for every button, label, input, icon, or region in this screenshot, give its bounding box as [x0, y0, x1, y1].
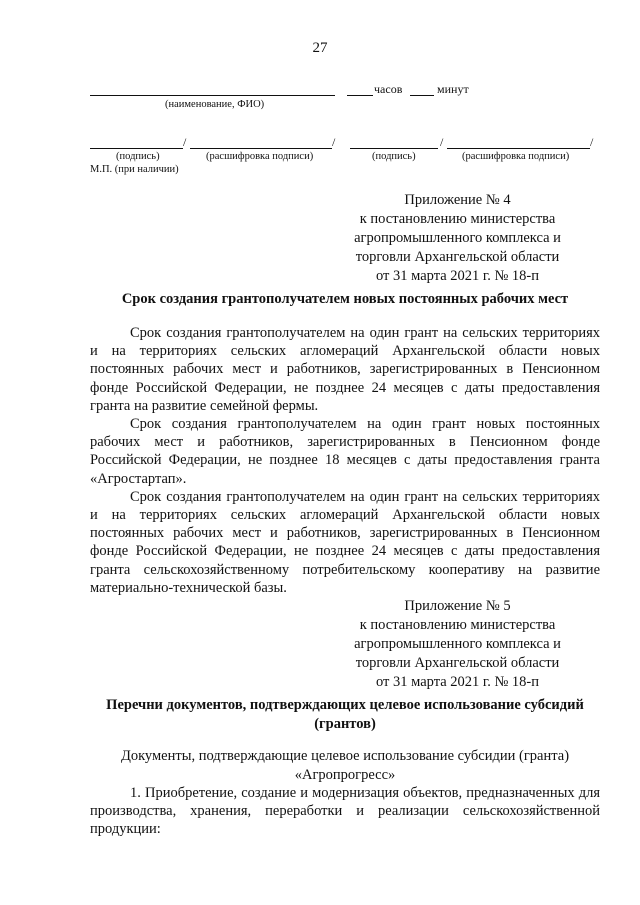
- appendix-5-subtitle-line: Документы, подтверждающие целевое использование субсидии (гранта): [120, 748, 570, 764]
- slash-4: /: [590, 135, 594, 149]
- appendix-5-subtitle: [90, 747, 600, 785]
- name-line: [90, 95, 335, 96]
- appendix-4-line: к постановлению министерства: [359, 211, 556, 227]
- appendix-4-line: от 31 марта 2021 г. № 18-п: [375, 268, 540, 284]
- decoding-caption-1: (расшифровка подписи): [206, 151, 314, 162]
- appendix-4-line: торговли Архангельской области: [355, 249, 560, 265]
- paragraph: 1. Приобретение, создание и модернизация объектов, предназначенных для производства, хранения, переработки и реализации сельскохозяйственной продукции:: [90, 785, 600, 838]
- decoding-line-2: [447, 148, 590, 149]
- seal-note: М.П. (при наличии): [90, 164, 179, 175]
- slash-3: /: [440, 135, 444, 149]
- appendix-5-subtitle-line: «Агропрогресс»: [294, 767, 396, 783]
- appendix-4-body: [90, 324, 600, 597]
- appendix-5-line: к постановлению министерства: [359, 617, 556, 633]
- slash-1: /: [183, 135, 187, 149]
- appendix-5-line: Приложение № 5: [404, 598, 511, 614]
- appendix-5-line: агропромышленного комплекса и: [354, 636, 561, 652]
- appendix-4-header: [330, 191, 585, 286]
- paragraph: Срок создания грантополучателем на один грант на сельских территориях и на территориях сельских агломераций Архангельской области новых постоянных рабочих мест и работников, зарегистрированных в Пенсионном фонде Российской Федерации, не позднее 24 месяцев с даты предоставления гранта сельскохозяйственному потребительскому кооперативу на развитие материально-технической базы.: [90, 488, 600, 596]
- signature-line-2: [350, 148, 438, 149]
- paragraph: Срок создания грантополучателем на один грант новых постоянных рабочих мест и работников, зарегистрированных в Пенсионном фонде Российской Федерации, не позднее 18 месяцев с даты предоставления гранта «Агростартап».: [90, 416, 600, 487]
- appendix-5-title-line: Перечни документов, подтверждающих целевое использование субсидий: [106, 697, 584, 713]
- appendix-5-title: [90, 696, 600, 734]
- appendix-5-line: от 31 марта 2021 г. № 18-п: [375, 674, 540, 690]
- hours-label: часов: [374, 82, 403, 96]
- minutes-line: [410, 95, 434, 96]
- minutes-label: минут: [437, 82, 469, 96]
- page-number: 27: [312, 40, 328, 56]
- slash-2: /: [332, 135, 336, 149]
- decoding-caption-2: (расшифровка подписи): [462, 151, 570, 162]
- appendix-5-title-line: (грантов): [314, 716, 376, 732]
- hours-line: [347, 95, 373, 96]
- appendix-4-line: агропромышленного комплекса и: [354, 230, 561, 246]
- signature-line-1: [90, 148, 183, 149]
- appendix-5-header: [330, 597, 585, 692]
- decoding-line-1: [190, 148, 332, 149]
- signature-caption-2: (подпись): [372, 151, 416, 162]
- appendix-4-line: Приложение № 4: [404, 192, 511, 208]
- appendix-5-line: торговли Архангельской области: [355, 655, 560, 671]
- appendix-4-title: Срок создания грантополучателем новых постоянных рабочих мест: [121, 291, 569, 307]
- paragraph: Срок создания грантополучателем на один грант на сельских территориях и на территориях сельских агломераций Архангельской области новых постоянных рабочих мест и работников, зарегистрированных в Пенсионном фонде Российской Федерации, не позднее 24 месяцев с даты предоставления гранта на развитие семейной фермы.: [90, 325, 600, 414]
- appendix-5-body: [90, 784, 600, 839]
- name-caption: (наименование, ФИО): [165, 99, 265, 110]
- signature-caption-1: (подпись): [116, 151, 160, 162]
